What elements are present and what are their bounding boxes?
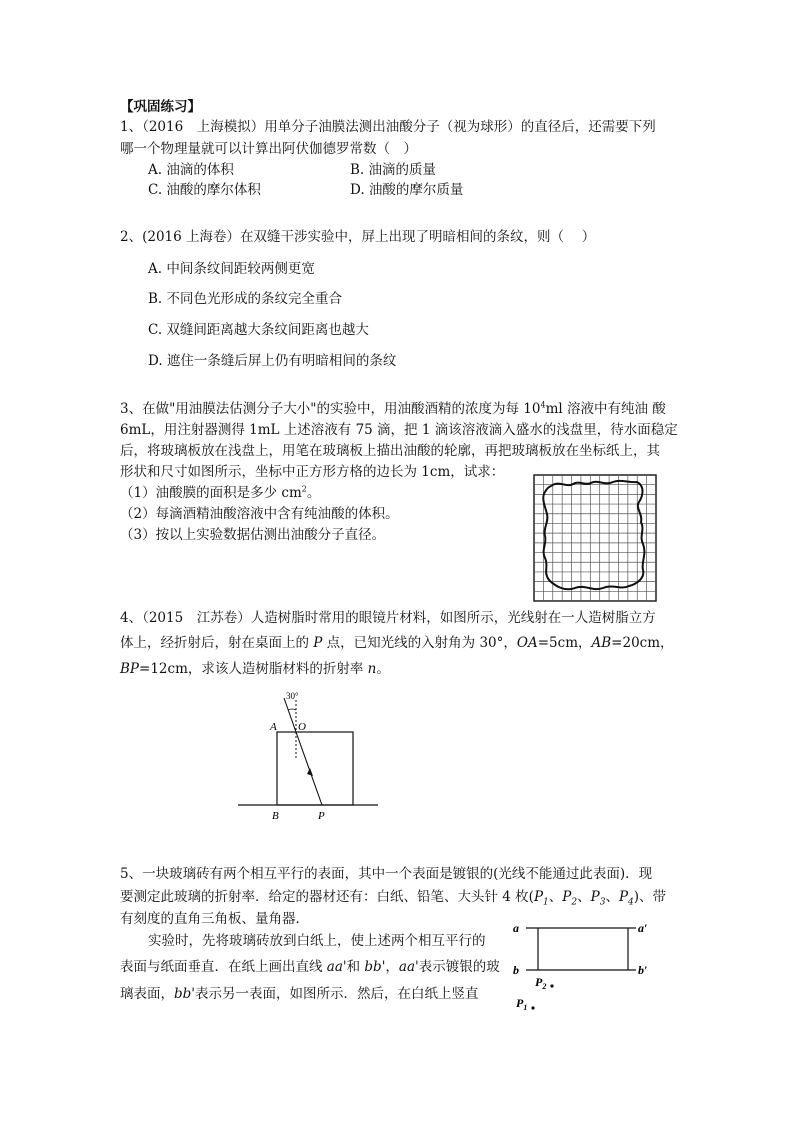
q1-line-1: 1、（2016 上海模拟）用单分子油膜法测出油酸分子（视为球形）的直径后，还需要下列 — [120, 119, 656, 135]
q5-line-5-text-a: 表面与纸面垂直．在纸上画出直线 — [120, 959, 327, 975]
q1-option-b: B. 油滴的质量 — [350, 162, 437, 178]
q3-sub-1 — [120, 484, 320, 502]
q5-aa-2: aa' — [398, 959, 419, 975]
q3-sub-1-text: （1）油酸膜的面积是多少 cm — [120, 485, 302, 501]
label-p1-letter: P — [516, 996, 524, 1010]
q5-pin-1-label: 1 — [543, 897, 549, 908]
q5-line-4: 实验时，先将玻璃砖放到白纸上，使上述两个相互平行的 — [148, 933, 486, 949]
label-a: A — [270, 721, 277, 733]
label-b: B — [272, 810, 279, 822]
q5-line-2: 要测定此玻璃的折射率．给定的器材还有：白纸、铅笔、大头针 4 枚($P_1$、$P_2$、$P_3$、$P_4$)、带 — [120, 889, 667, 908]
q3-sub-1-end: 。 — [306, 485, 321, 501]
q5-aa: aa' — [326, 959, 347, 975]
q4-line-2 — [120, 634, 674, 652]
q5-line-1: 5、一块玻璃砖有两个相互平行的表面，其中一个表面是镀银的(光线不能通过此表面)．现 — [120, 866, 653, 882]
label-p1 — [516, 996, 527, 1012]
q4-line-1: 4、（2015 江苏卷）人造树脂时常用的眼镜片材料，如图所示，光线射在一人造树脂立方 — [120, 610, 656, 626]
oil-film-grid-figure — [533, 474, 657, 602]
label-p: P — [318, 810, 325, 822]
angle-arc — [288, 709, 296, 710]
q3-sub-1-sup: 2 — [301, 484, 307, 494]
label-p2 — [535, 975, 546, 991]
refraction-cube-figure — [230, 690, 380, 825]
q5-line-2-text-a: 要测定此玻璃的折射率．给定的器材还有：白纸、铅笔、大头针 4 枚( — [120, 889, 534, 905]
q3-sub-2: （2）每滴酒精油酸溶液中含有纯油酸的体积。 — [120, 506, 399, 522]
q4-ab: AB — [591, 635, 612, 651]
q2-option-a: A. 中间条纹间距较两侧更宽 — [148, 261, 315, 277]
q4-line-2-text-c: =5cm， — [537, 635, 592, 651]
q3-line-1 — [120, 400, 666, 418]
label-b-left: b — [513, 963, 519, 977]
glass-block-figure — [508, 916, 658, 1016]
q4-bp: BP — [120, 661, 140, 677]
q4-line-2-text-b: 点，已知光线的入射角为 30°， — [322, 635, 517, 651]
label-a-right: a′ — [638, 921, 648, 935]
incident-ray — [284, 698, 296, 732]
label-p2-sub: 2 — [542, 982, 547, 991]
q1-option-c: C. 油酸的摩尔体积 — [148, 182, 261, 198]
q4-n: n — [367, 661, 377, 677]
q2-option-b: B. 不同色光形成的条纹完全重合 — [148, 291, 343, 307]
pin-p1-dot — [531, 1006, 534, 1009]
q5-pin-4-label: 4 — [628, 897, 634, 908]
q5-pin-3: $P_3$ — [590, 889, 606, 908]
q4-line-2-text-d: =20cm， — [611, 635, 674, 651]
q5-line-5-text-c: ， — [385, 959, 399, 975]
q3-line-1-text-b: ml 溶液中有纯油 酸 — [545, 401, 666, 417]
q5-line-5-text-b: 和 — [346, 959, 365, 975]
q4-line-3-text-a: =12cm，求该人造树脂材料的折射率 — [139, 661, 368, 677]
q5-line-3: 有刻度的直角三角板、量角器． — [120, 911, 309, 927]
q5-line-5-text-d: 表示镀银的玻 — [418, 959, 500, 975]
q1-option-d: D. 油酸的摩尔质量 — [350, 182, 464, 198]
angle-label: 30° — [286, 691, 299, 701]
q2-option-c: C. 双缝间距离越大条纹间距离也越大 — [148, 322, 369, 338]
q3-line-4: 形状和尺寸如图所示，坐标中正方形方格的边长为 1cm，试求： — [120, 464, 505, 480]
ray-arrow — [307, 768, 313, 776]
q5-bb-2: bb' — [174, 986, 195, 1002]
q5-pin-1: $P_1$ — [533, 889, 549, 908]
q5-pin-2: $P_2$ — [562, 889, 578, 908]
q3-line-3: 后，将玻璃板放在浅盘上，用笔在玻璃板上描出油酸的轮廓，再把玻璃板放在坐标纸上，其 — [120, 443, 660, 459]
q5-bb: bb' — [364, 959, 386, 975]
q2-option-d: D. 遮住一条缝后屏上仍有明暗相间的条纹 — [148, 353, 397, 369]
label-a-left: a — [513, 921, 519, 935]
pin-p2-dot — [550, 984, 553, 987]
q1-option-a: A. 油滴的体积 — [148, 162, 234, 178]
q3-sub-3: （3）按以上实验数据估测出油酸分子直径。 — [120, 527, 386, 543]
q4-oa: OA — [516, 635, 538, 651]
q4-line-3-text-b: 。 — [376, 661, 390, 677]
q3-line-1-sup: 4 — [540, 400, 546, 410]
q3-line-1-text-a: 3、在做"用油膜法估测分子大小"的实验中，用油酸酒精的浓度为每 10 — [120, 401, 541, 417]
label-p1-sub: 1 — [523, 1003, 528, 1012]
q4-line-2-text-a: 体上，经折射后，射在桌面上的 — [120, 635, 314, 651]
q4-line-3 — [120, 660, 390, 678]
label-o: O — [298, 721, 306, 733]
cube-outline — [277, 732, 353, 805]
q5-pin-3-label: 3 — [599, 897, 606, 908]
q3-line-2: 6mL，用注射器测得 1mL 上述溶液有 75 滴，把 1 滴该溶液滴入盛水的浅盘里，待水面稳定 — [120, 422, 678, 438]
section-title: 【巩固练习】 — [120, 99, 201, 115]
q5-pin-2-label: 2 — [571, 897, 578, 908]
refracted-ray — [296, 732, 322, 805]
q2-line-1: 2、(2016 上海卷）在双缝干涉实验中，屏上出现了明暗相间的条纹，则（ ） — [120, 229, 596, 245]
q5-pin-4: $P_4$ — [618, 889, 634, 908]
q1-line-2: 哪一个物理量就可以计算出阿伏伽德罗常数（ ） — [120, 141, 417, 157]
label-p2-letter: P — [535, 975, 543, 989]
q5-line-2-text-b: )、带 — [633, 889, 667, 905]
label-b-right: b′ — [638, 963, 648, 977]
q5-line-6 — [120, 985, 479, 1003]
q5-line-6-text-b: 表示另一表面，如图所示．然后，在白纸上竖直 — [195, 986, 479, 1002]
q4-point-p: P — [313, 635, 323, 651]
q5-line-5 — [120, 958, 500, 976]
q5-line-6-text-a: 璃表面， — [120, 986, 174, 1002]
